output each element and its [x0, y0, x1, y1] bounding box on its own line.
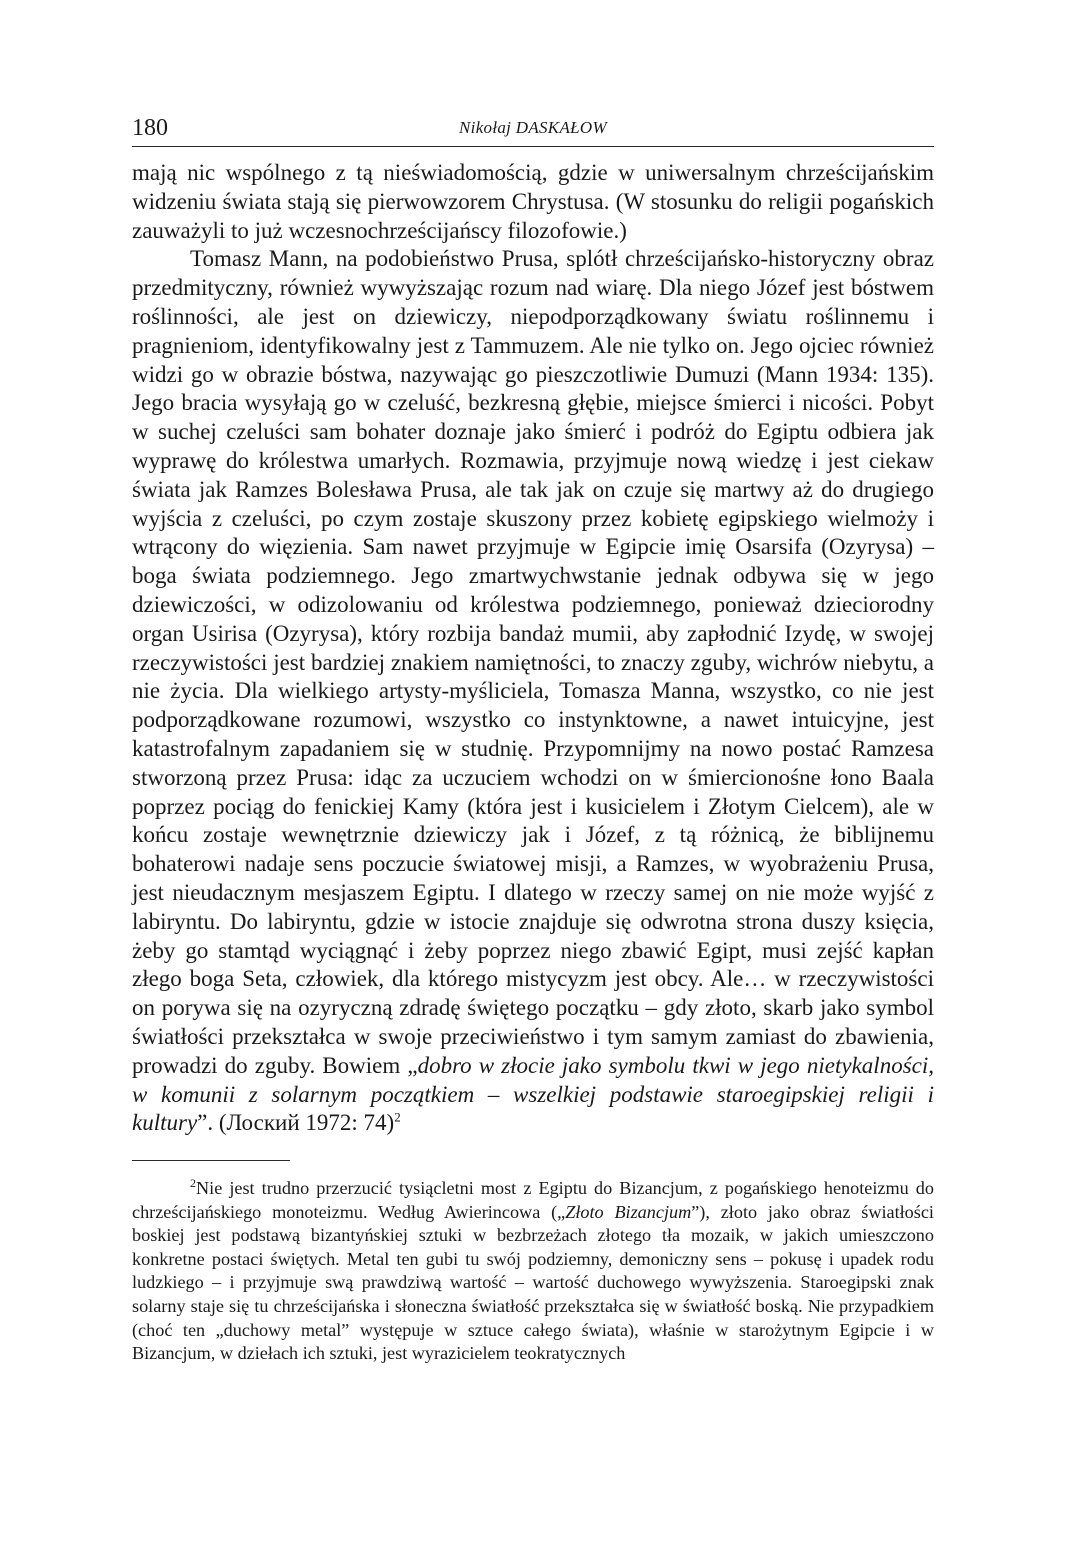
footnote-2 [132, 1177, 934, 1366]
citation-text: ”. (Лоский 1972: 74) [197, 1110, 395, 1136]
footnote-title-italic: Złoto Bizancjum [565, 1201, 692, 1222]
footnotes [132, 1177, 934, 1366]
paragraph-continuation: mają nic wspólnego z tą nieświadomością, gdzie w uniwersalnym chrześcijańskim widzeniu świata stają się pierwowzorem Chrystusa. (W stosunku do religii pogańskich zauważyli to już wczesnochrześcijańscy filozofowie.) [132, 160, 934, 243]
page-header [132, 112, 934, 147]
footnote-text-before-title: Nie jest trudno przerzucić tysiącletni most z Egiptu do Bizancjum, z pogańskiego henoteizmu do chrześcijańskiego monoteizmu. Według Awierincowa („ [132, 1178, 934, 1222]
running-head: Nikołaj DASKAŁOW [459, 118, 607, 137]
footnote-number: 2 [190, 1176, 196, 1191]
footnote-text-after-title: ”), złoto jako obraz światłości boskiej jest podstawą bizantyńskiej sztuki w bezbrzeżach złotego tła mozaik, w jakich umieszczono konkretne postaci świętych. Metal ten gubi tu swój podziemny, demoniczny sens – pokusę i upadek rodu ludzkiego – i przyjmuje swą prawdziwą wartość – wartość duchowego wywyższenia. Staroegipski znak solarny staje się tu chrześcijańska i słoneczna światłość przekształca się w światłość boską. Nie przypadkiem (choć ten „duchowy metal” występuje w sztuce całego świata), właśnie w starożytnym Egipcie i w Bizancjum, w dziełach ich sztuki, jest wyrazicielem teokratycznych [132, 1201, 934, 1364]
paragraph-main-text: Tomasz Mann, na podobieństwo Prusa, splótł chrześcijańsko-historyczny obraz przedmityczny, również wywyższając rozum nad wiarę. Dla niego Józef jest bóstwem roślinności, ale jest on dziewiczy, niepodporządkowany światu roślinnemu i pragnieniom, identyfikowalny jest z Tammuzem. Ale nie tylko on. Jego ojciec również widzi go w obrazie bóstwa, nazywając go pieszczotliwie Dumuzi (Mann 1934: 135). Jego bracia wysyłają go w czeluść, bezkresną głębie, miejsce śmierci i nicości. Pobyt w suchej czeluści sam bohater doznaje jako śmierć i podróż do Egiptu odbiera jak wyprawę do królestwa umarłych. Rozmawia, przyjmuje nową wiedzę i jest ciekaw świata jak Ramzes Bolesława Prusa, ale tak jak on czuje się martwy aż do drugiego wyjścia z czeluści, po czym zostaje skuszony przez kobietę egipskiego wielmoży i wtrącony do więzienia. Sam nawet przyjmuje w Egipcie imię Osarsifa (Ozyrysa) – boga świata podziemnego. Jego zmartwychwstanie jednak odbywa się w jego dziewiczości, w odizolowaniu od królestwa podziemnego, ponieważ dzieciorodny organ Usirisa (Ozyrysa), który rozbija bandaż mumii, aby zapłodnić Izydę, w swojej rzeczywistości jest bardziej znakiem namiętności, to znaczy zguby, wichrów niebytu, a nie życia. Dla wielkiego artysty-myśliciela, Tomasza Manna, wszystko, co nie jest podporządkowane rozumowi, wszystko co instynktowne, a nawet intuicyjne, jest katastrofalnym zapadaniem się w studnię. Przypomnijmy na nowo postać Ramzesa stworzoną przez Prusa: idąc za uczuciem wchodzi on w śmiercionośne łono Baala poprzez pociąg do fenickiej Kamy (która jest i kusicielem i Złotym Cielcem), ale w końcu zostaje wewnętrznie dziewiczy jak i Józef, z tą różnicą, że biblijnemu bohaterowi nadaje sens poczucie światowej misji, a Ramzes, w wyobrażeniu Prusa, jest nieudacznym mesjaszem Egiptu. I dlatego w rzeczy samej on nie może wyjść z labiryntu. Do labiryntu, gdzie w istocie znajduje się odwrotna strona duszy księcia, żeby go stamtąd wyciągnąć i żeby poprzez niego zbawić Egipt, musi zejść kapłan złego boga Seta, człowiek, dla którego mistycyzm jest obcy. Ale… w rzeczywistości on porywa się na ozyryczną zdradę świętego początku – gdy złoto, skarb jako symbol światłości przekształca w swoje przeciwieństwo i tym samym zamiast do zbawienia, prowadzi do zguby. Bowiem „ [132, 246, 934, 1078]
footnote-reference[interactable]: 2 [394, 1109, 401, 1125]
quotation-italic: dobro w złocie jako symbolu tkwi w jego nietykalności, w komunii z solarnym początkiem – wszelkiej podstawie staroegipskiej religii i kultury [132, 1052, 934, 1136]
paragraph-tomasz-mann [132, 245, 934, 1138]
document-page [132, 112, 934, 1366]
footnote-divider [132, 1160, 290, 1161]
page-number: 180 [132, 115, 168, 141]
main-text [132, 159, 934, 1138]
